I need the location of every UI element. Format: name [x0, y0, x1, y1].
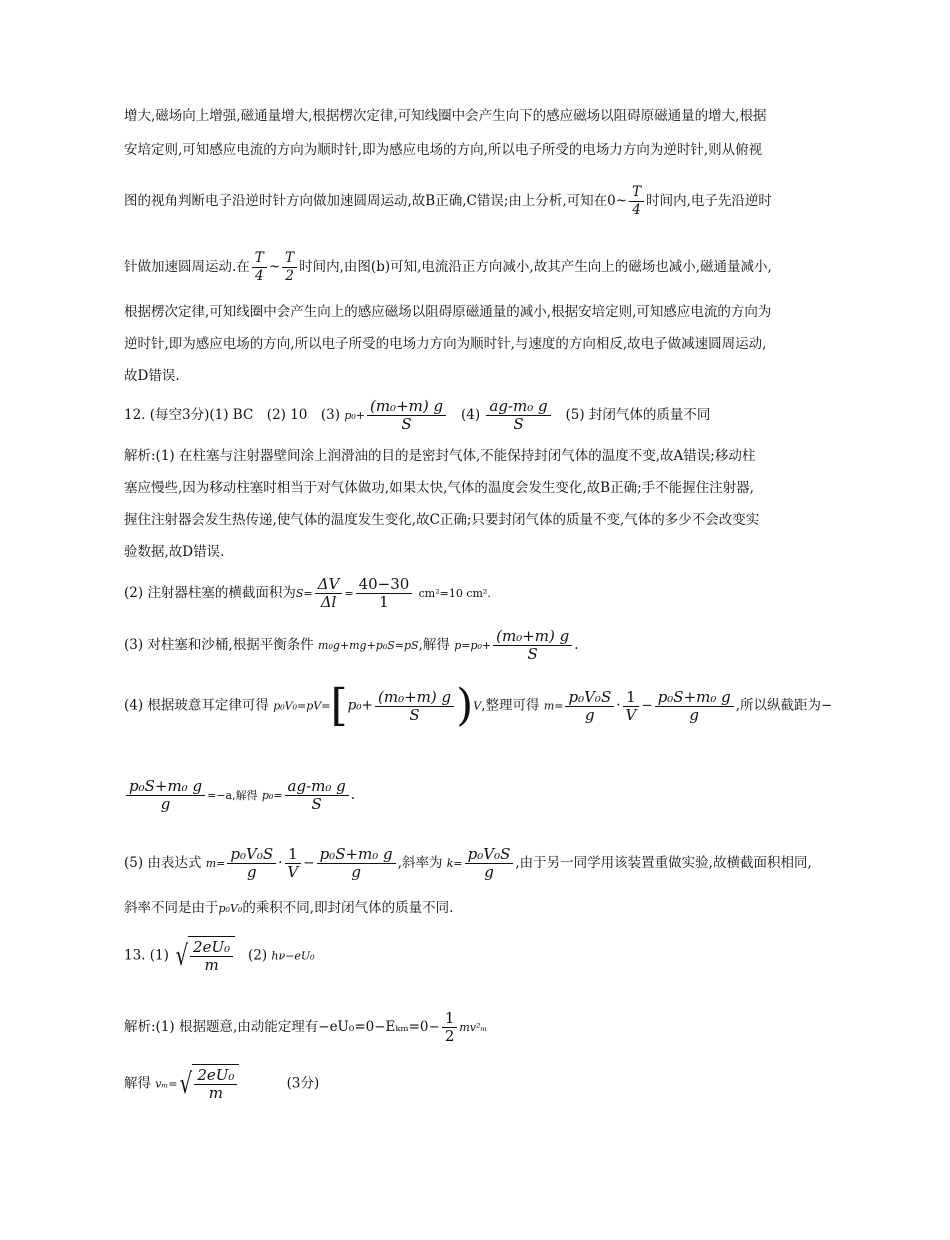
math-text: − — [641, 697, 653, 714]
q13-head: 13. (1) — [124, 947, 169, 964]
fraction-40-30: $\frac{40-30}{1}$ — [356, 576, 413, 611]
fraction-m0mg-s: $\frac{\text{(m₀+m) g}}{S}$ — [493, 628, 572, 663]
q12-part5 — [124, 846, 834, 881]
fraction-dv-dl: $\frac{\Delta V}{\Delta l}$ — [315, 576, 343, 611]
score-note: (3分) — [286, 1075, 320, 1092]
fraction-1-v: $\frac{1}{V}$ — [623, 689, 640, 724]
q12-answer-line — [124, 398, 834, 433]
fraction-answer-4: $\frac{\text{ag-m₀ g}}{S}$ — [486, 398, 550, 433]
text-segment: ,整理可得 — [481, 697, 540, 714]
text-line: 故D错误. — [124, 368, 180, 384]
math-text: m= — [543, 699, 564, 713]
q12-a5: (5) 封闭气体的质量不同 — [565, 407, 711, 423]
text-segment: cm²=10 cm². — [418, 587, 491, 600]
q13-part2 — [124, 1064, 834, 1104]
math-text: m₀g+mg+p₀S=pS — [318, 639, 419, 652]
fraction-m0mg-s: $\frac{\text{(m₀+m) g}}{S}$ — [375, 689, 454, 724]
math-text: S= — [295, 587, 313, 600]
radical-icon: √ — [180, 1067, 193, 1100]
text-segment: (3) 对柱塞和沙桶,根据平衡条件 — [124, 637, 314, 653]
text-segment: ,斜率为 — [397, 855, 443, 871]
radical-icon: √ — [175, 939, 189, 972]
fraction-agm0g-s: $\frac{\text{ag-m₀ g}}{S}$ — [285, 778, 349, 813]
fraction-p0s-m0g-g: $\frac{\text{p₀S+m₀ g}}{g}$ — [126, 778, 205, 813]
math-text: vₘ= — [155, 1077, 178, 1091]
text-segment: 针做加速圆周运动.在 — [124, 259, 250, 275]
q12-part5-cont — [124, 898, 834, 919]
text-segment: ,所以纵截距为− — [735, 697, 833, 714]
q12-part4-cont: $\frac{\text{p₀S+m₀ g}}{g}$ =−a,解得 p₀= $\frac{\text{ag-m₀ g}}{S}$ . — [124, 778, 834, 813]
fraction-p0v0s-g: $\frac{\text{p₀V₀S}}{g}$ — [565, 689, 614, 724]
text-segment: ,解得 — [418, 637, 450, 653]
q13-part1 — [124, 1010, 834, 1045]
fraction-p0s-m0g-g: $\frac{\text{p₀S+m₀ g}}{g}$ — [655, 689, 734, 724]
text-segment: 的乘积不同,即封闭气体的质量不同. — [242, 900, 454, 916]
math-text: p=p₀+ — [454, 639, 492, 652]
text-segment: =−a,解得 — [207, 789, 258, 802]
right-bracket: ) — [456, 680, 474, 731]
math-text: p₀V₀ — [218, 902, 243, 915]
sqrt-expression: √ $\frac{\text{2eU₀}}{m}$ — [173, 936, 235, 976]
text-segment: 斜率不同是由于 — [124, 900, 219, 916]
fraction-1-v: $\frac{1}{V}$ — [284, 846, 301, 881]
text-line: 解析:(1) 在柱塞与注射器壁间涂上润滑油的目的是密封气体,不能保持封闭气体的温度不变,故A错误;移动柱 — [124, 448, 756, 464]
math-text: k= — [446, 857, 463, 870]
text-segment: ,由于另一同学用该装置重做实验,故横截面积相同, — [515, 855, 812, 871]
text-line: 验数据,故D错误. — [124, 544, 225, 560]
text-line: 针做加速圆周运动.在 $\frac{T}{4}$ ~ $\frac{T}{2}$ 时间内,由图(b)可知,电流沿正方向减小,故其产生向上的磁场也减小,磁通量减小, — [124, 250, 772, 284]
math-text: p₀= — [261, 789, 283, 802]
text-segment: (5) 由表达式 — [124, 855, 202, 871]
text-line: 塞应慢些,因为移动柱塞时相当于对气体做功,如果太快,气体的温度会发生变化,故B正确;手不能握住注射器, — [124, 480, 754, 496]
q12-part4 — [124, 680, 834, 731]
fraction-t-over-4: $\frac{T}{4}$ — [629, 184, 644, 219]
text-line: 增大,磁场向上增强,磁通量增大,根据楞次定律,可知线圈中会产生向下的感应磁场以阻碍原磁通量的增大,根据 — [124, 108, 767, 124]
q12-part3: (3) 对柱塞和沙桶,根据平衡条件 m₀g+mg+p₀S=pS,解得 p=p₀+ $\frac{\text{(m₀+m) g}}{S}$ . — [124, 627, 579, 663]
text-segment: 图的视角判断电子沿逆时针方向做加速圆周运动,故B正确,C错误;由上分析,可知在0~ — [124, 193, 628, 209]
left-bracket: [ — [330, 680, 348, 731]
math-text: − — [303, 855, 315, 871]
sqrt-expression: √ $\frac{\text{2eU₀}}{m}$ — [177, 1064, 239, 1104]
text-segment: 时间内,由图(b)可知,电流沿正方向减小,故其产生向上的磁场也减小,磁通量减小, — [299, 259, 772, 275]
text-line: 逆时针,即为感应电场的方向,所以电子所受的电场力方向为顺时针,与速度的方向相反,故电子做减速圆周运动, — [124, 336, 767, 352]
text-line: 安培定则,可知感应电流的方向为顺时针,即为感应电场的方向,所以电子所受的电场力方向为逆时针,则从俯视 — [124, 142, 763, 158]
fraction-p0v0s-g: $\frac{\text{p₀V₀S}}{g}$ — [465, 846, 514, 881]
q12-a4-label: (4) — [460, 407, 481, 423]
fraction-half: $\frac{1}{2}$ — [442, 1010, 458, 1045]
text-segment: 时间内,电子先沿逆时 — [646, 193, 772, 209]
text-line — [124, 184, 834, 219]
text-segment: (2) 注射器柱塞的横截面积为 — [124, 585, 296, 601]
q12-head: 12. (每空3分)(1) BC (2) 10 (3) — [124, 407, 341, 423]
fraction-t-over-4: $\frac{T}{4}$ — [252, 250, 267, 285]
math-text: p₀+ — [344, 409, 365, 422]
text-segment: 解得 — [124, 1075, 151, 1092]
text-segment: 解析:(1) 根据题意,由动能定理有−eU₀=0−Eₖₘ=0− — [124, 1019, 440, 1035]
q12-part2 — [124, 576, 834, 611]
fraction-t-over-2: $\frac{T}{2}$ — [282, 250, 297, 285]
fraction-answer-3: $\frac{\text{(m₀+m) g}}{S}$ — [367, 398, 446, 433]
fraction-p0s-m0g-g: $\frac{\text{p₀S+m₀ g}}{g}$ — [317, 846, 396, 881]
text-line: 握住注射器会发生热传递,使气体的温度发生变化,故C正确;只要封闭气体的质量不变,气体的多少不会改变实 — [124, 512, 760, 528]
math-text: m= — [205, 857, 226, 870]
math-text: V — [473, 699, 482, 713]
math-text: · — [278, 855, 283, 871]
math-text: = — [344, 587, 354, 600]
math-text: p₀V₀=pV= — [273, 699, 331, 713]
text-line: 根据楞次定律,可知线圈中会产生向上的感应磁场以阻碍原磁通量的减小,根据安培定则,可知感应电流的方向为 — [124, 304, 772, 320]
q13-a2-label: (2) — [247, 947, 268, 964]
text-segment: (4) 根据玻意耳定律可得 — [124, 697, 269, 714]
math-text: hν−eU₀ — [271, 949, 315, 963]
math-text: · — [616, 697, 621, 714]
math-text: p₀+ — [347, 697, 373, 714]
q13-answer-line — [124, 936, 834, 976]
fraction-p0v0s-g: $\frac{\text{p₀V₀S}}{g}$ — [227, 846, 276, 881]
math-text: mv²ₘ — [459, 1021, 488, 1034]
